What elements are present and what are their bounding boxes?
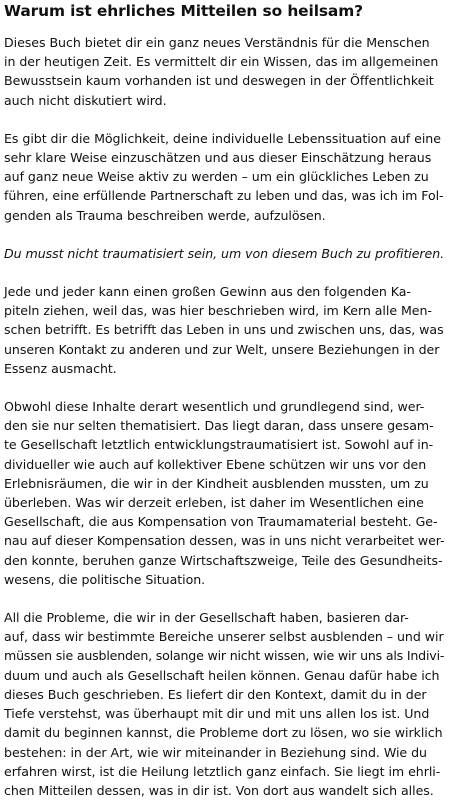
text-line: Es gibt dir die Möglichkeit, deine individuelle Lebenssituation auf eine [4,130,441,146]
text-line: sehr klare Weise einzuschätzen und aus dieser Einschätzung heraus [4,150,432,166]
text-line: schen betrifft. Es betrifft das Leben in uns und zwischen uns, das, was [4,322,444,338]
text-line: te Gesellschaft letztlich entwicklungstraumatisiert ist. Sowohl auf in- [4,437,434,453]
text-line: genden als Trauma beschreiben werde, aufzulösen. [4,207,326,223]
paragraph-society [4,397,444,589]
text-line: auf, dass wir bestimmte Bereiche unserer selbst ausblenden – und wir [4,629,444,645]
text-line: nau auf dieser Kompensation dessen, was in uns nicht verarbeitet wer- [4,533,445,549]
text-line: führen, eine erfüllende Partnerschaft zu leben und das, was ich im Fol- [4,188,444,204]
text-line: dividueller wie auch auf kollektiver Ebene schützen wir uns vor den [4,456,427,472]
text-line: unseren Kontakt zu anderen und zur Welt, unsere Beziehungen in der [4,341,440,357]
text-line: Bewusstsein kaum vorhanden ist und deswegen in der Öffentlichkeit [4,73,434,89]
text-line: Gesellschaft, die aus Kompensation von Traumamaterial besteht. Ge- [4,514,438,530]
text-line: piteln ziehen, weil das, was hier beschrieben wird, im Kern alle Men- [4,303,432,319]
text-line: damit du beginnen kannst, die Probleme dort zu lösen, wo sie wirklich [4,725,443,741]
text-line: Jede und jeder kann einen großen Gewinn aus den folgenden Ka- [4,284,411,300]
text-line: Obwohl diese Inhalte derart wesentlich und grundlegend sind, wer- [4,399,425,415]
text-line: auf ganz neue Weise aktiv zu werden – um ein glückliches Leben zu [4,169,429,185]
text-line: dieses Buch geschrieben. Es liefert dir den Kontext, damit du in der [4,686,427,702]
paragraph-problems [4,608,444,800]
text-line: Essenz ausmacht. [4,360,117,376]
paragraph-intro [4,33,444,110]
text-line: den konnte, beruhen ganze Wirtschaftszweige, Teile des Gesundheits- [4,552,443,568]
paragraph-emphasis [4,244,444,263]
text-line: wesens, die politische Situation. [4,571,206,587]
text-line: Du musst nicht traumatisiert sein, um von diesem Buch zu profitieren. [4,245,445,261]
text-line: überleben. Was wir derzeit erleben, ist daher im Wesentlichen eine [4,495,424,511]
text-line: chen Mitteilen dessen, was in dir ist. Von dort aus wandelt sich alles. [4,782,434,798]
text-line: den sie nur selten thematisiert. Das liegt daran, dass unsere gesam- [4,418,434,434]
paragraph-possibility [4,129,444,225]
paragraph-benefit [4,282,444,378]
text-line: auch nicht diskutiert wird. [4,92,167,108]
text-line: Tiefe verstehst, was überhaupt mit dir und mit uns allen los ist. Und [4,706,430,722]
text-line: All die Probleme, die wir in der Gesellschaft haben, basieren dar- [4,610,409,626]
text-line: bestehen: in der Art, wie wir miteinander in Beziehung sind. Wie du [4,744,427,760]
page-title: Warum ist ehrliches Mitteilen so heilsam? [4,2,363,20]
text-line: erfahren wirst, ist die Heilung letztlich ganz einfach. Sie liegt im ehrli- [4,763,441,779]
text-line: in der heutigen Zeit. Es vermittelt dir ein Wissen, das im allgemeinen [4,54,439,70]
text-line: müssen sie ausblenden, solange wir nicht wissen, wie wir uns als Indivi- [4,648,445,664]
text-line: duum und auch als Gesellschaft heilen können. Genau dafür habe ich [4,667,440,683]
text-line: Erlebnisräumen, die wir in der Kindheit ausblenden mussten, um zu [4,475,429,491]
text-line: Dieses Buch bietet dir ein ganz neues Verständnis für die Menschen [4,35,430,50]
